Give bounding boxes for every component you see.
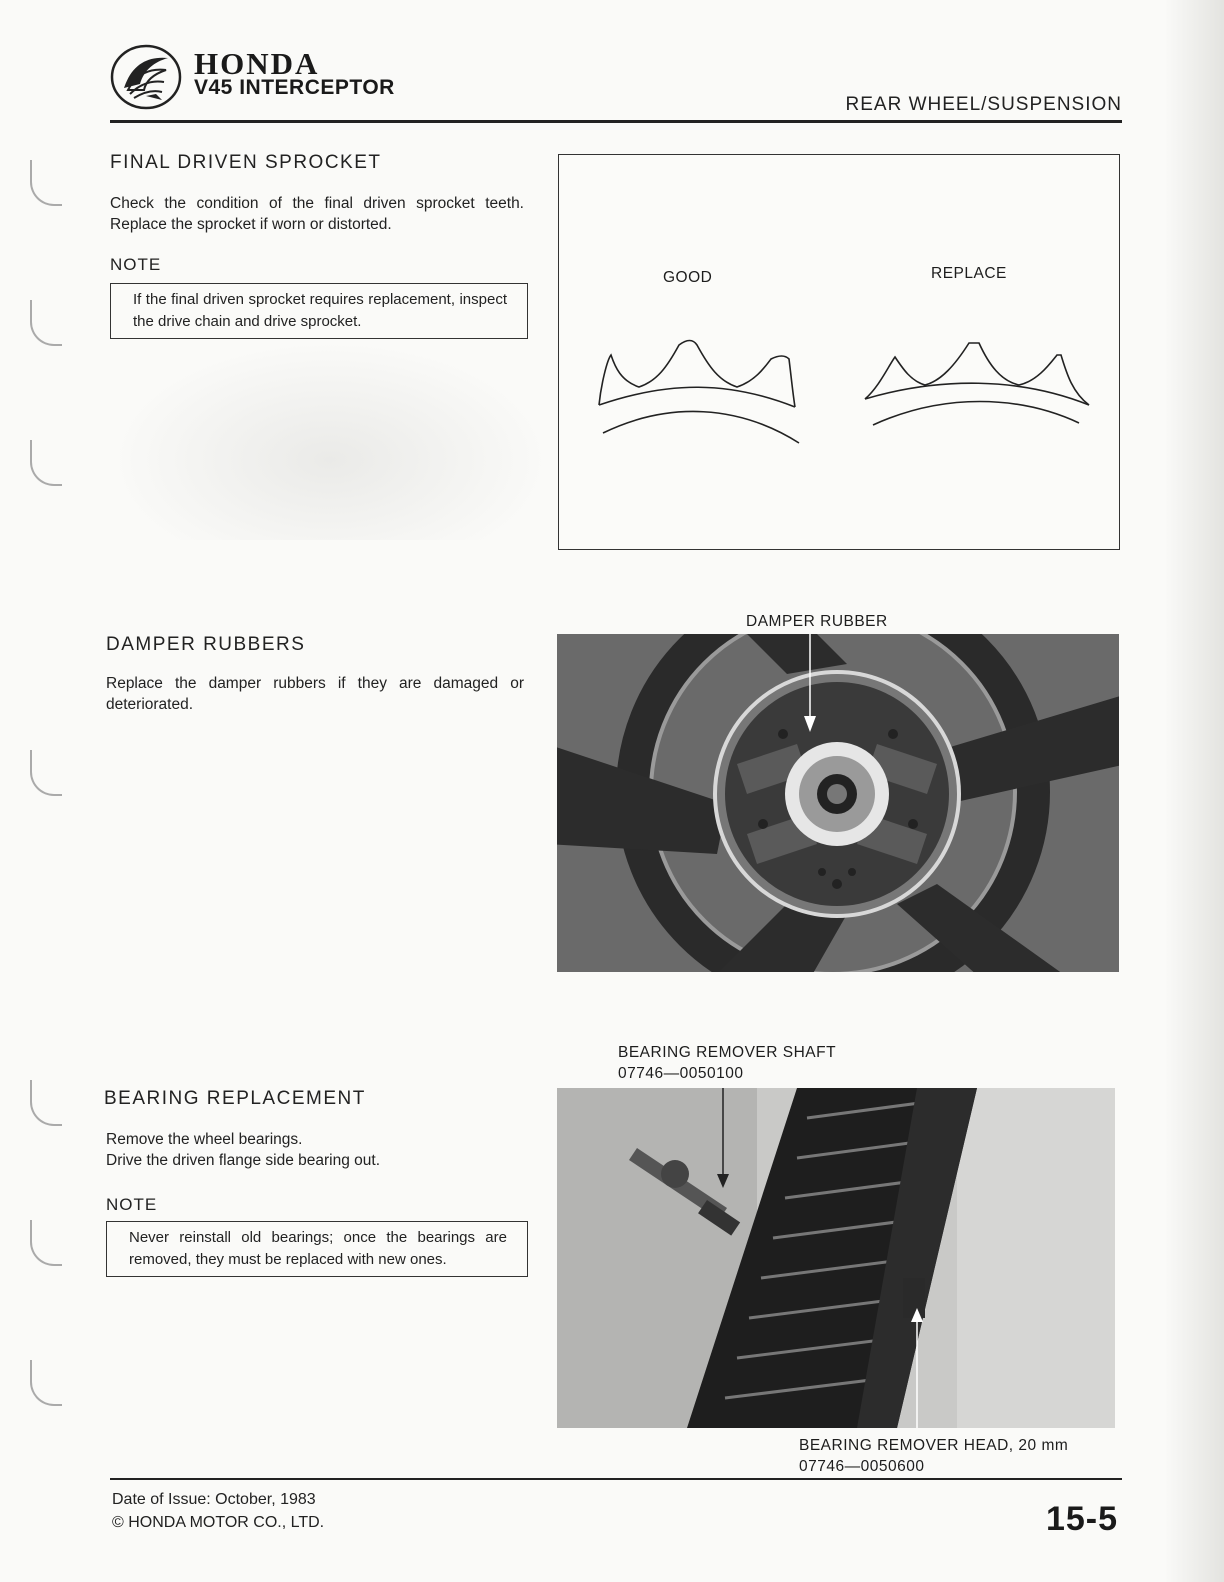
head-part-number: 07746—0050600 bbox=[799, 1458, 925, 1475]
damper-rubber-caption: DAMPER RUBBER bbox=[746, 613, 888, 630]
replace-label: REPLACE bbox=[931, 265, 1007, 282]
heading-final-driven-sprocket: FINAL DRIVEN SPROCKET bbox=[110, 152, 382, 173]
note-label: NOTE bbox=[110, 255, 162, 274]
page-edge-shadow bbox=[1164, 0, 1224, 1582]
header-rule bbox=[110, 120, 1122, 123]
note-box: Never reinstall old bearings; once the bearings are removed, they must be replaced with new ones. bbox=[106, 1221, 528, 1277]
note-box: If the final driven sprocket requires replacement, inspect the drive chain and drive sprocket. bbox=[110, 283, 528, 339]
binder-hole-mark bbox=[30, 750, 62, 796]
binder-hole-mark bbox=[30, 1080, 62, 1126]
head-caption-line1: BEARING REMOVER HEAD, 20 mm bbox=[799, 1437, 1069, 1454]
footer-rule bbox=[110, 1478, 1122, 1480]
sprocket-teeth-figure bbox=[558, 154, 1120, 550]
heading-damper-rubbers: DAMPER RUBBERS bbox=[106, 634, 306, 655]
page-number: 15-5 bbox=[1045, 1500, 1118, 1538]
heading-bearing-replacement: BEARING REPLACEMENT bbox=[104, 1088, 366, 1109]
sprocket-instructions: Check the condition of the final driven sprocket teeth. Replace the sprocket if worn or distorted. bbox=[110, 195, 524, 233]
honda-wing-emblem-icon bbox=[110, 44, 182, 110]
sprocket-teeth-drawing bbox=[559, 155, 1119, 549]
damper-instructions: Replace the damper rubbers if they are damaged or deteriorated. bbox=[106, 675, 524, 713]
bearing-instruction-1: Remove the wheel bearings. bbox=[106, 1131, 303, 1148]
date-of-issue: Date of Issue: October, 1983 bbox=[112, 1491, 316, 1508]
model-name: V45 INTERCEPTOR bbox=[194, 76, 395, 99]
wheel-hub-photo bbox=[557, 634, 1119, 972]
binder-hole-mark bbox=[30, 1360, 62, 1406]
shaft-caption-line1: BEARING REMOVER SHAFT bbox=[618, 1044, 837, 1061]
binder-hole-mark bbox=[30, 300, 62, 346]
binder-hole-mark bbox=[30, 160, 62, 206]
footer-info bbox=[112, 1488, 324, 1534]
good-label: GOOD bbox=[663, 269, 713, 286]
copyright: © HONDA MOTOR CO., LTD. bbox=[112, 1514, 325, 1531]
bleed-through-shadow bbox=[110, 340, 550, 540]
bearing-remover-photo bbox=[557, 1088, 1115, 1428]
brand-name: HONDA bbox=[194, 46, 320, 81]
bearing-instruction-2: Drive the driven flange side bearing out. bbox=[106, 1152, 380, 1169]
section-title: REAR WHEEL/SUSPENSION bbox=[845, 94, 1122, 115]
shaft-part-number: 07746—0050100 bbox=[618, 1065, 744, 1082]
binder-hole-mark bbox=[30, 1220, 62, 1266]
note-label: NOTE bbox=[106, 1195, 158, 1214]
binder-hole-mark bbox=[30, 440, 62, 486]
